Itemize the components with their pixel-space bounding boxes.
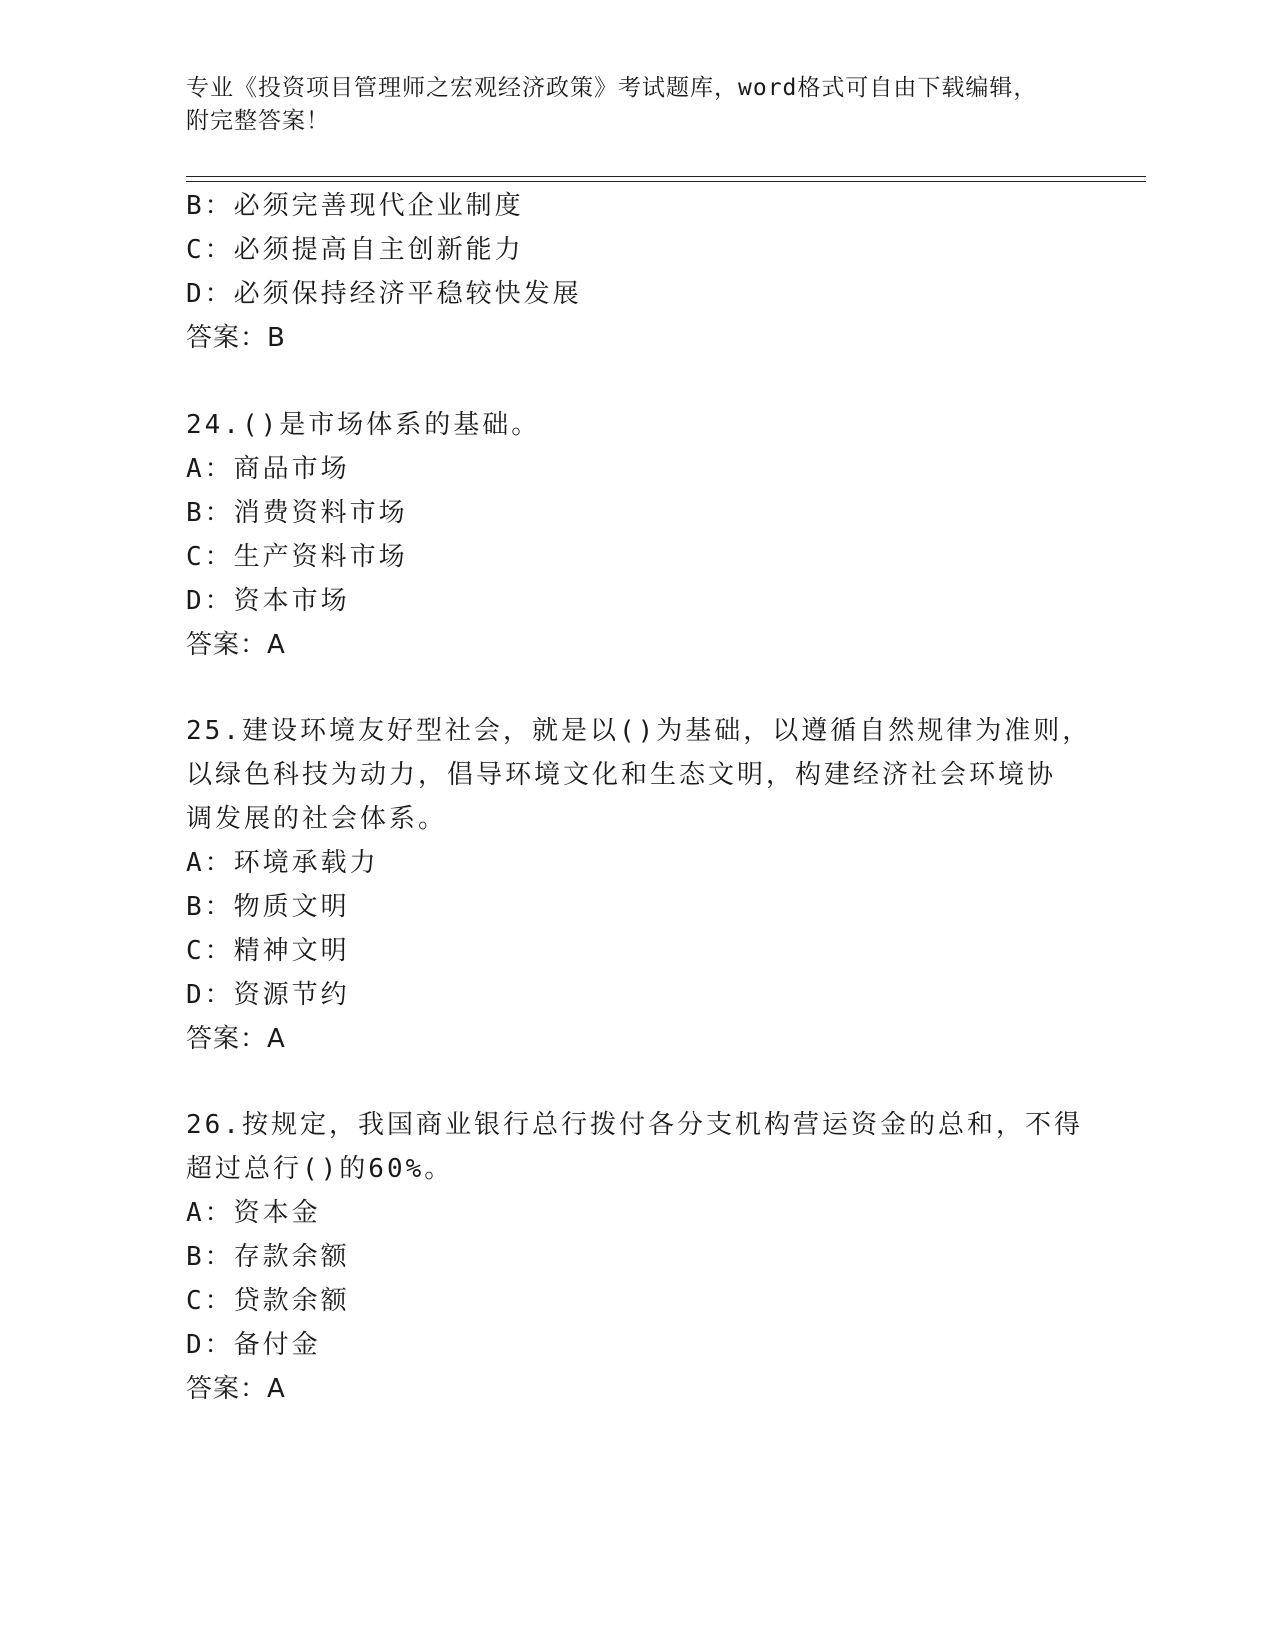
q25-option-d: D：资源节约 — [186, 980, 350, 1010]
q26-option-a: A：资本金 — [186, 1198, 321, 1228]
q25-stem-line-3: 调发展的社会体系。 — [186, 804, 448, 834]
q26-option-c: C：贷款余额 — [186, 1286, 350, 1316]
header-divider-top — [186, 176, 1146, 177]
q23-answer: 答案：B — [186, 323, 286, 353]
q26-option-b: B：存款余额 — [186, 1242, 350, 1272]
q24-stem: 24.()是市场体系的基础。 — [186, 410, 541, 440]
q23-option-d: D：必须保持经济平稳较快发展 — [186, 279, 582, 309]
q26-option-d: D：备付金 — [186, 1330, 321, 1360]
q24-option-d: D：资本市场 — [186, 586, 350, 616]
q24-answer: 答案：A — [186, 630, 286, 660]
q26-stem-line-2: 超过总行()的60%。 — [186, 1154, 454, 1184]
q24-option-c: C：生产资料市场 — [186, 542, 408, 572]
q25-stem-line-1: 25.建设环境友好型社会，就是以()为基础，以遵循自然规律为准则， — [186, 716, 1092, 746]
q25-answer: 答案：A — [186, 1024, 286, 1054]
q23-option-c: C：必须提高自主创新能力 — [186, 235, 524, 265]
q26-answer: 答案：A — [186, 1374, 286, 1404]
header-divider-bottom — [186, 181, 1146, 182]
q26-stem-line-1: 26.按规定，我国商业银行总行拨付各分支机构营运资金的总和，不得 — [186, 1110, 1083, 1140]
header-line-2: 附完整答案！ — [186, 108, 330, 134]
q24-option-a: A：商品市场 — [186, 454, 350, 484]
q25-option-b: B：物质文明 — [186, 892, 350, 922]
q25-option-a: A：环境承载力 — [186, 848, 379, 878]
q23-option-b: B：必须完善现代企业制度 — [186, 191, 524, 221]
header-line-1: 专业《投资项目管理师之宏观经济政策》考试题库，word格式可自由下载编辑， — [186, 75, 1038, 101]
q25-stem-line-2: 以绿色科技为动力，倡导环境文化和生态文明，构建经济社会环境协 — [186, 760, 1057, 790]
document-header — [186, 72, 1066, 138]
q24-option-b: B：消费资料市场 — [186, 498, 408, 528]
q25-option-c: C：精神文明 — [186, 936, 350, 966]
